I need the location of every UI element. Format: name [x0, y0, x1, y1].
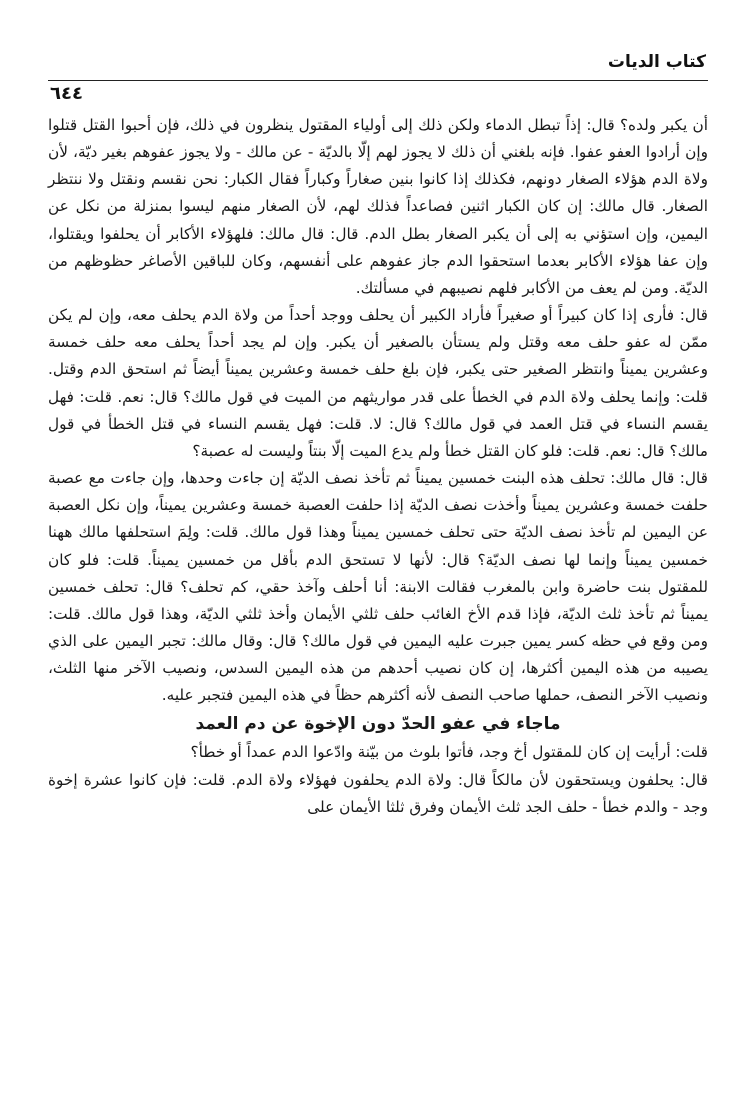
paragraph-3: قال: قال مالك: تحلف هذه البنت خمسين يميناً ثم تأخذ نصف الديّة إن جاءت وحدها، وإن جاءت مع عصبة حلفت خمسة وعشرين يميناً وأخذت نصف الديّة إذا حلفت العصبة خمسة وعشرين يميناً، وإن نكل العصبة عن اليمين لم تأخذ نصف الديّة حتى تحلف خمسين يميناً وهذا قول مالك. قلت: ولِمَ استحلفها مالك ههنا خمسين يميناً وإنما لها نصف الديّة؟ قال: لأنها لا تستحق الدم بأقل من خمسين يميناً. قلت: فلو كان للمقتول بنت حاضرة وابن بالمغرب فقالت الابنة: أنا أحلف وآخذ حقي، كم تحلف؟ قال: تحلف خمسين يميناً ثم تأخذ ثلث الديّة، فإذا قدم الأخ الغائب حلف ثلثي الأيمان وأخذ ثلثي الديّة، وهذا قول مالك. قلت: ومن وقع في حظه كسر يمين جبرت عليه اليمين في قول مالك؟ قال: وقال مالك: تجبر اليمين على الذي يصيبه من هذه اليمين أكثرها، إن كان نصيب أحدهم من هذه اليمين السدس، ونصيب الآخر منها الثلث، ونصيب الآخر النصف، حملها صاحب النصف لأنه أكثرهم حظاً في هذه اليمين فتجبر عليه. — [48, 469, 708, 705]
page-number: ٦٤٤ — [50, 83, 83, 104]
paragraph-5: قال: يحلفون ويستحقون لأن مالكاً قال: ولاة الدم يحلفون فهؤلاء ولاة الدم. قلت: فإن كانوا عشرة إخوة وجد - والدم خطأ - حلف الجد ثلث الأيمان وفرق ثلثا الأيمان على — [48, 770, 708, 816]
paragraph-4: قلت: أرأيت إن كان للمقتول أخ وجد، فأتوا بلوث من بيّنة وادّعوا الدم عمداً أو خطأ؟ — [190, 743, 708, 762]
chapter-heading: ماجاء في عفو الحدّ دون الإخوة عن دم العمد — [195, 714, 561, 735]
body-text — [48, 112, 708, 821]
header-rule — [48, 80, 708, 81]
paragraph-1: أن يكبر ولده؟ قال: إذاً تبطل الدماء ولكن ذلك إلى أولياء المقتول ينظرون في ذلك، فإن أحبوا القتل قتلوا وإن أرادوا العفو عفوا. فإنه بلغني أن ذلك لا يجوز لهم إلّا بالديّة - عن مالك - ولا يجوز عفوهم بغير ديّة، لأن ولاة الدم هؤلاء الصغار دونهم، فكذلك إذا كانوا بنين صغاراً وكباراً فقال الكبار: نحن نقسم ونقتل ولا ننتظر الصغار. قال مالك: إن كان الكبار اثنين فصاعداً فذلك لهم، لأن الصغار منهم ليسوا بمنزلة من نكل عن اليمين، وإن استؤني به إلى أن يكبر الصغار بطل الدم. قال: قال مالك: فلهؤلاء الأكابر أن يحلفوا ويقتلوا، وإن عفا هؤلاء الأكابر بعدما استحقوا الدم جاز عفوهم على أنفسهم، وكان للباقين الأصاغر حظوظهم من الديّة. ومن لم يعف من الأكابر فلهم نصيبهم في مسألتك. — [48, 116, 708, 297]
running-header-title: كتاب الديات — [607, 52, 706, 72]
paragraph-2: قال: فأرى إذا كان كبيراً أو صغيراً فأراد الكبير أن يحلف ووجد أحداً من ولاة الدم يحلف معه، وإن لم يكن ممّن له عفو حلف معه وقتل ولم يستأن بالصغير أن يكبر. وإن لم يجد أحداً يحلف معه حلف خمسة وعشرين يميناً وانتظر الصغير حتى يكبر، فإن بلغ حلف خمسة وعشرين يميناً أيضاً ثم استحق الدم وقتل. قلت: وإنما يحلف ولاة الدم في الخطأ على قدر مواريثهم من الميت في قول مالك؟ قال: نعم. قلت: فهل يقسم النساء في قتل العمد في قول مالك؟ قال: لا. قلت: فهل يقسم النساء في قتل الخطأ في قول مالك؟ قال: نعم. قلت: فلو كان القتل خطأ ولم يدع الميت إلّا بنتاً وليست له عصبة؟ — [48, 306, 708, 460]
